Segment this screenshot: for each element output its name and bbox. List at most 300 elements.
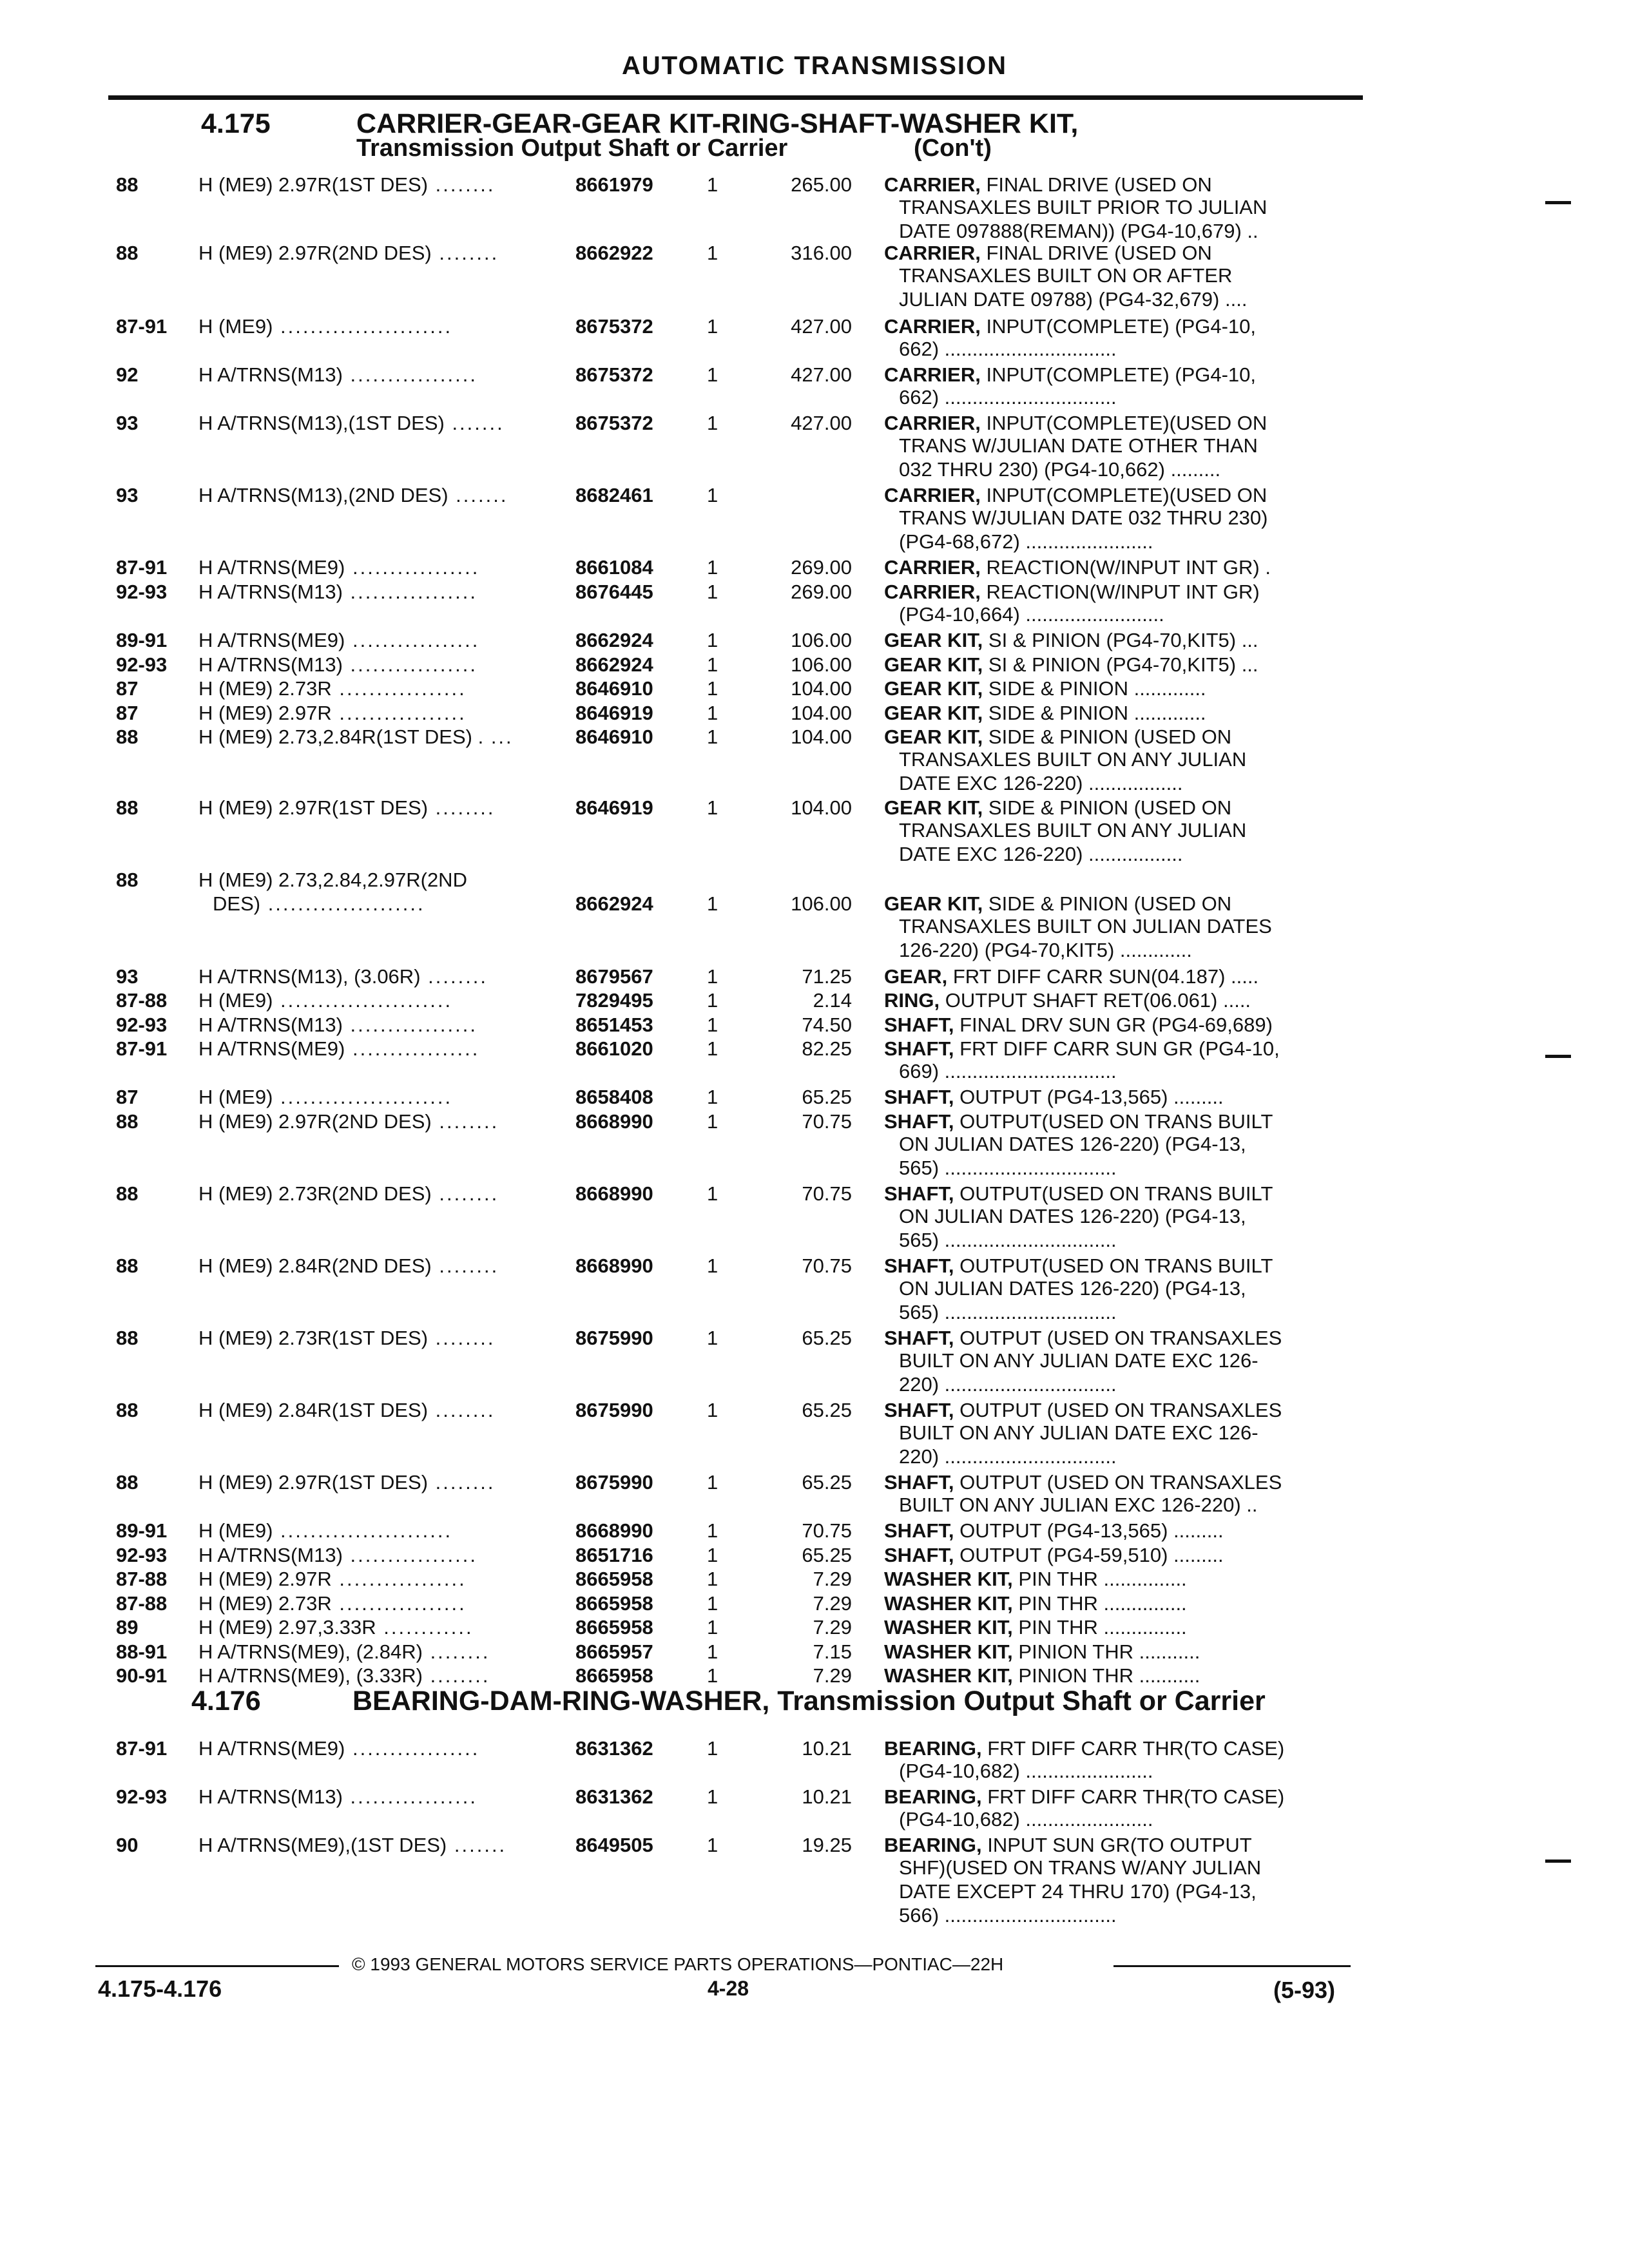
model-text: H A/TRNS(ME9): [198, 556, 345, 579]
model-text: H A/TRNS(ME9), (3.33R): [198, 1664, 423, 1687]
description: [884, 555, 1271, 579]
description-continued: ON JULIAN DATES 126-220) (PG4-13,: [899, 1205, 1246, 1227]
footer-copyright: © 1993 GENERAL MOTORS SERVICE PARTS OPERATIONS—PONTIAC—22H: [352, 1954, 1004, 1974]
description: [884, 1591, 1187, 1615]
leader-dots: ........: [431, 1182, 499, 1205]
quantity: 1: [707, 1327, 718, 1349]
model-text: H A/TRNS(ME9): [198, 629, 345, 651]
model-text: DES): [213, 892, 261, 915]
leader-dots: .................: [345, 629, 480, 651]
description-text: OUTPUT (PG4-13,565) .........: [959, 1086, 1224, 1108]
description-name: WASHER KIT,: [884, 1616, 1013, 1639]
description-continued: BUILT ON ANY JULIAN EXC 126-220) ..: [899, 1494, 1258, 1516]
model-text: H (ME9) 2.73R: [198, 677, 332, 700]
leader-dots: .................: [342, 1544, 477, 1566]
model-cell: [198, 628, 479, 652]
quantity: 1: [707, 1834, 718, 1856]
description-continued: ON JULIAN DATES 126-220) (PG4-13,: [899, 1277, 1246, 1300]
model-cell: [198, 1736, 479, 1760]
description-name: CARRIER,: [884, 315, 981, 338]
description-continued: BUILT ON ANY JULIAN DATE EXC 126-: [899, 1421, 1258, 1444]
model-cell: [198, 363, 477, 387]
year-cell: 87-91: [116, 556, 168, 579]
model-cell: [198, 701, 467, 725]
leader-dots: ........: [431, 242, 499, 264]
quantity: 1: [707, 1086, 718, 1108]
description: [884, 965, 1258, 988]
leader-dots: .................: [331, 1568, 467, 1590]
leader-dots: .......................: [273, 1519, 453, 1542]
quantity: 1: [707, 173, 718, 196]
part-number: 8646919: [575, 702, 653, 724]
part-number: 8668990: [575, 1182, 653, 1205]
description-text: SIDE & PINION .............: [988, 677, 1206, 700]
year-cell: 87-88: [116, 1592, 168, 1615]
description: [884, 725, 1231, 749]
quantity: 1: [707, 556, 718, 579]
description-continued: TRANS W/JULIAN DATE OTHER THAN: [899, 434, 1258, 457]
quantity: 1: [707, 1519, 718, 1542]
price: 71.25: [802, 965, 852, 988]
part-number: 8661979: [575, 173, 653, 196]
leader-dots: ........: [428, 1327, 496, 1349]
quantity: 1: [707, 726, 718, 748]
part-number: 8665958: [575, 1592, 653, 1615]
price: 106.00: [791, 629, 852, 651]
description: [884, 653, 1258, 677]
year-cell: 87-91: [116, 1037, 168, 1060]
part-number: 8651716: [575, 1544, 653, 1566]
model-text: H A/TRNS(ME9): [198, 1037, 345, 1060]
description-name: SHAFT,: [884, 1519, 954, 1542]
price: 104.00: [791, 677, 852, 700]
description-text: SIDE & PINION (USED ON: [988, 726, 1232, 748]
model-text: H A/TRNS(ME9): [198, 1737, 345, 1760]
leader-dots: .................: [342, 581, 477, 603]
description-text: FRT DIFF CARR THR(TO CASE): [987, 1785, 1285, 1808]
description: [884, 677, 1206, 700]
description-name: BEARING,: [884, 1737, 982, 1760]
section-number: 4.176: [191, 1686, 261, 1716]
leader-dots: .......................: [273, 989, 453, 1012]
model-cell: [198, 1543, 477, 1567]
part-number: 8675372: [575, 315, 653, 338]
description-name: CARRIER,: [884, 242, 981, 264]
quantity: 1: [707, 1737, 718, 1760]
price: 2.14: [813, 989, 852, 1012]
part-number: 8668990: [575, 1254, 653, 1277]
model-cell: [198, 1664, 490, 1687]
description-text: PIN THR ...............: [1018, 1616, 1187, 1639]
description: [884, 1470, 1282, 1494]
description-continued: (PG4-10,682) .......................: [899, 1808, 1153, 1831]
description-name: SHAFT,: [884, 1037, 954, 1060]
price: 104.00: [791, 726, 852, 748]
part-number: 8665958: [575, 1568, 653, 1590]
leader-dots: ...: [483, 726, 514, 748]
model-cell: [198, 1110, 499, 1133]
quantity: 1: [707, 677, 718, 700]
description-continued: 565) ...............................: [899, 1229, 1117, 1251]
header-rule: [108, 95, 1363, 100]
description: [884, 892, 1231, 916]
section-title: BEARING-DAM-RING-WASHER, Transmission Output Shaft or Carrier: [352, 1686, 1266, 1716]
model-text: H (ME9) 2.73,2.84,2.97R(2ND: [198, 869, 467, 891]
description-name: GEAR KIT,: [884, 796, 983, 819]
description-continued: 566) ...............................: [899, 1904, 1117, 1927]
year-cell: 87: [116, 677, 139, 700]
quantity: 1: [707, 1254, 718, 1277]
description-continued: 662) ...............................: [899, 338, 1117, 360]
quantity: 1: [707, 581, 718, 603]
description: [884, 1785, 1284, 1809]
part-number: 8646910: [575, 677, 653, 700]
year-cell: 87-88: [116, 989, 168, 1012]
model-text: H (ME9) 2.73R(1ST DES): [198, 1327, 429, 1349]
leader-dots: .................: [331, 1592, 467, 1615]
description-name: GEAR KIT,: [884, 726, 983, 748]
description-continued: 669) ...............................: [899, 1060, 1117, 1082]
model-cell: [198, 1785, 477, 1809]
quantity: 1: [707, 484, 718, 506]
description-text: PINION THR ...........: [1018, 1664, 1200, 1687]
description-name: CARRIER,: [884, 173, 981, 196]
description-name: SHAFT,: [884, 1254, 954, 1277]
description-name: CARRIER,: [884, 581, 981, 603]
model-text: H (ME9): [198, 1086, 273, 1108]
margin-mark: [1545, 1055, 1571, 1058]
year-cell: 92-93: [116, 1544, 168, 1566]
quantity: 1: [707, 412, 718, 434]
model-cell: [198, 653, 477, 677]
model-text: H (ME9) 2.97,3.33R: [198, 1616, 376, 1639]
leader-dots: .................: [342, 363, 477, 386]
quantity: 1: [707, 1616, 718, 1639]
description: [884, 1085, 1224, 1109]
year-cell: 88-91: [116, 1640, 168, 1663]
quantity: 1: [707, 1014, 718, 1036]
margin-mark: [1545, 1860, 1571, 1863]
model-cell: [198, 1182, 499, 1206]
leader-dots: .................: [345, 1037, 480, 1060]
part-number: 8676445: [575, 581, 653, 603]
description-name: GEAR KIT,: [884, 629, 983, 651]
price: 65.25: [802, 1399, 852, 1421]
description-name: GEAR,: [884, 965, 948, 988]
price: 104.00: [791, 702, 852, 724]
description: [884, 1519, 1224, 1542]
leader-dots: ............: [376, 1616, 474, 1639]
model-cell: [198, 1037, 479, 1061]
quantity: 1: [707, 315, 718, 338]
leader-dots: .................: [331, 702, 467, 724]
description-text: FINAL DRIVE (USED ON: [986, 242, 1212, 264]
description-continued: 220) ...............................: [899, 1445, 1117, 1468]
description-name: CARRIER,: [884, 556, 981, 579]
year-cell: 88: [116, 869, 139, 891]
description-continued: ON JULIAN DATES 126-220) (PG4-13,: [899, 1133, 1246, 1155]
part-number: 8662924: [575, 653, 653, 676]
year-cell: 89-91: [116, 1519, 168, 1542]
part-number: 8675372: [575, 412, 653, 434]
description-name: SHAFT,: [884, 1182, 954, 1205]
description-name: GEAR KIT,: [884, 677, 983, 700]
year-cell: 88: [116, 1110, 139, 1133]
leader-dots: .................: [345, 556, 480, 579]
price: 70.75: [802, 1254, 852, 1277]
part-number: 8675990: [575, 1327, 653, 1349]
model-text: H (ME9) 2.84R(2ND DES): [198, 1254, 432, 1277]
description-continued: TRANSAXLES BUILT ON ANY JULIAN: [899, 748, 1247, 771]
model-text: H A/TRNS(M13): [198, 1785, 343, 1808]
description-text: OUTPUT (USED ON TRANSAXLES: [959, 1327, 1282, 1349]
description: [884, 1326, 1282, 1350]
description-text: REACTION(W/INPUT INT GR) .: [986, 556, 1271, 579]
section-title: CARRIER-GEAR-GEAR KIT-RING-SHAFT-WASHER KIT,: [356, 108, 1079, 139]
model-cell: [198, 1615, 474, 1639]
model-cell: [198, 1254, 499, 1278]
leader-dots: ........: [428, 1471, 496, 1494]
description-text: OUTPUT(USED ON TRANS BUILT: [959, 1254, 1273, 1277]
leader-dots: ........: [431, 1254, 499, 1277]
model-text: H (ME9) 2.97R: [198, 1568, 332, 1590]
description-continued: DATE 097888(REMAN)) (PG4-10,679) ..: [899, 220, 1258, 242]
year-cell: 89-91: [116, 629, 168, 651]
model-text: H (ME9) 2.73R: [198, 1592, 332, 1615]
description-text: OUTPUT (USED ON TRANSAXLES: [959, 1399, 1282, 1421]
year-cell: 88: [116, 796, 139, 819]
year-cell: 88: [116, 726, 139, 748]
description-continued: TRANSAXLES BUILT ON ANY JULIAN: [899, 819, 1247, 841]
leader-dots: .................: [342, 653, 477, 676]
model-cell: [198, 1567, 467, 1591]
description-text: FRT DIFF CARR THR(TO CASE): [987, 1737, 1285, 1760]
description-continued: 126-220) (PG4-70,KIT5) .............: [899, 939, 1192, 961]
description-text: INPUT(COMPLETE) (PG4-10,: [986, 363, 1257, 386]
description: [884, 988, 1251, 1012]
quantity: 1: [707, 363, 718, 386]
model-text: H (ME9) 2.97R: [198, 702, 332, 724]
part-number: 8651453: [575, 1014, 653, 1036]
model-cell: [198, 1591, 467, 1615]
description-text: INPUT(COMPLETE) (PG4-10,: [986, 315, 1257, 338]
part-number: 8646910: [575, 726, 653, 748]
year-cell: 88: [116, 1399, 139, 1421]
year-cell: 93: [116, 412, 139, 434]
part-number: 8631362: [575, 1785, 653, 1808]
description: [884, 1833, 1252, 1857]
leader-dots: ........: [422, 1664, 490, 1687]
model-cell: [198, 988, 452, 1012]
description-text: FINAL DRIVE (USED ON: [986, 173, 1212, 196]
price: 65.25: [802, 1086, 852, 1108]
quantity: 1: [707, 796, 718, 819]
year-cell: 90: [116, 1834, 139, 1856]
description-text: INPUT(COMPLETE)(USED ON: [986, 484, 1268, 506]
part-number: 8682461: [575, 484, 653, 506]
description-name: GEAR KIT,: [884, 702, 983, 724]
quantity: 1: [707, 989, 718, 1012]
description-text: PINION THR ...........: [1018, 1640, 1200, 1663]
model-text: H A/TRNS(ME9), (2.84R): [198, 1640, 423, 1663]
description-continued: 565) ...............................: [899, 1301, 1117, 1323]
year-cell: 92-93: [116, 581, 168, 603]
margin-mark: [1545, 201, 1571, 204]
model-cell: [198, 725, 514, 749]
price: 65.25: [802, 1471, 852, 1494]
model-text: H (ME9) 2.97R(1ST DES): [198, 1471, 429, 1494]
price: 7.29: [813, 1616, 852, 1639]
model-text: H (ME9) 2.97R(2ND DES): [198, 242, 432, 264]
price: 269.00: [791, 581, 852, 603]
part-number: 8665958: [575, 1616, 653, 1639]
quantity: 1: [707, 1592, 718, 1615]
model-cell: [198, 241, 499, 265]
description-text: PIN THR ...............: [1018, 1592, 1187, 1615]
description-continued: DATE EXC 126-220) .................: [899, 772, 1183, 794]
model-text: H A/TRNS(M13): [198, 1544, 343, 1566]
quantity: 1: [707, 1785, 718, 1808]
model-text: H (ME9) 2.97R(1ST DES): [198, 173, 429, 196]
model-text: H A/TRNS(M13): [198, 581, 343, 603]
description-name: GEAR KIT,: [884, 653, 983, 676]
model-cell: [198, 173, 496, 197]
model-text: H (ME9): [198, 989, 273, 1012]
description-name: WASHER KIT,: [884, 1592, 1013, 1615]
description-text: SIDE & PINION (USED ON: [988, 892, 1232, 915]
model-cell: [198, 411, 505, 435]
description: [884, 1254, 1273, 1278]
description: [884, 580, 1260, 604]
description-continued: 565) ...............................: [899, 1157, 1117, 1179]
price: 82.25: [802, 1037, 852, 1060]
footer-rule-left: [95, 1965, 339, 1967]
price: 427.00: [791, 315, 852, 338]
footer-date: (5-93): [1273, 1977, 1336, 2003]
model-text: H (ME9): [198, 1519, 273, 1542]
price: 7.15: [813, 1640, 852, 1663]
leader-dots: .................: [342, 1785, 477, 1808]
section-subtitle: Transmission Output Shaft or Carrier: [356, 135, 788, 162]
quantity: 1: [707, 1544, 718, 1566]
description: [884, 1110, 1273, 1133]
description: [884, 1037, 1280, 1061]
description-continued: TRANSAXLES BUILT ON OR AFTER: [899, 264, 1233, 287]
year-cell: 88: [116, 1182, 139, 1205]
model-text: H A/TRNS(M13),(2ND DES): [198, 484, 448, 506]
year-cell: 88: [116, 1471, 139, 1494]
description-name: SHAFT,: [884, 1471, 954, 1494]
description: [884, 1182, 1273, 1206]
leader-dots: .......: [448, 484, 508, 506]
model-cell: [198, 1013, 477, 1037]
description-name: BEARING,: [884, 1834, 982, 1856]
description-text: REACTION(W/INPUT INT GR): [986, 581, 1260, 603]
description: [884, 363, 1256, 387]
description-name: SHAFT,: [884, 1110, 954, 1133]
price: 104.00: [791, 796, 852, 819]
description-continued: (PG4-10,682) .......................: [899, 1760, 1153, 1782]
model-text: H (ME9) 2.84R(1ST DES): [198, 1399, 429, 1421]
part-number: 8662924: [575, 629, 653, 651]
price: 10.21: [802, 1785, 852, 1808]
year-cell: 87: [116, 1086, 139, 1108]
section-continued: (Con't): [914, 135, 992, 162]
model-text: H A/TRNS(M13),(1ST DES): [198, 412, 445, 434]
part-number: 8661020: [575, 1037, 653, 1060]
description-name: SHAFT,: [884, 1399, 954, 1421]
leader-dots: ........: [420, 965, 488, 988]
price: 65.25: [802, 1327, 852, 1349]
price: 70.75: [802, 1110, 852, 1133]
price: 65.25: [802, 1544, 852, 1566]
description-name: SHAFT,: [884, 1544, 954, 1566]
year-cell: 89: [116, 1616, 139, 1639]
model-text: H (ME9) 2.73R(2ND DES): [198, 1182, 432, 1205]
description-continued: SHF)(USED ON TRANS W/ANY JULIAN: [899, 1856, 1262, 1879]
description-text: SIDE & PINION (USED ON: [988, 796, 1232, 819]
model-cell: [198, 868, 467, 892]
description: [884, 1664, 1200, 1687]
year-cell: 87-91: [116, 315, 168, 338]
quantity: 1: [707, 1568, 718, 1590]
description-name: CARRIER,: [884, 363, 981, 386]
quantity: 1: [707, 1471, 718, 1494]
description-text: PIN THR ...............: [1018, 1568, 1187, 1590]
description-text: FRT DIFF CARR SUN GR (PG4-10,: [959, 1037, 1280, 1060]
leader-dots: .......: [447, 1834, 507, 1856]
price: 427.00: [791, 363, 852, 386]
quantity: 1: [707, 1664, 718, 1687]
description: [884, 796, 1231, 820]
price: 106.00: [791, 892, 852, 915]
description-text: SI & PINION (PG4-70,KIT5) ...: [988, 629, 1258, 651]
description-name: SHAFT,: [884, 1086, 954, 1108]
year-cell: 90-91: [116, 1664, 168, 1687]
description: [884, 1567, 1187, 1591]
description-text: SI & PINION (PG4-70,KIT5) ...: [988, 653, 1258, 676]
description-text: SIDE & PINION .............: [988, 702, 1206, 724]
description-name: RING,: [884, 989, 940, 1012]
description-name: CARRIER,: [884, 412, 981, 434]
price: 74.50: [802, 1014, 852, 1036]
part-number: 8675372: [575, 363, 653, 386]
year-cell: 87: [116, 702, 139, 724]
model-cell: [198, 1833, 506, 1857]
model-cell: [198, 965, 488, 988]
year-cell: 92-93: [116, 1785, 168, 1808]
description-continued: TRANSAXLES BUILT PRIOR TO JULIAN: [899, 196, 1268, 218]
description: [884, 483, 1267, 507]
description: [884, 241, 1212, 265]
price: 106.00: [791, 653, 852, 676]
quantity: 1: [707, 1037, 718, 1060]
model-text: H (ME9) 2.97R(1ST DES): [198, 796, 429, 819]
model-text: H (ME9): [198, 315, 273, 338]
description-text: OUTPUT (PG4-59,510) .........: [959, 1544, 1224, 1566]
price: 7.29: [813, 1664, 852, 1687]
description-continued: JULIAN DATE 09788) (PG4-32,679) ....: [899, 288, 1248, 311]
part-number: 8649505: [575, 1834, 653, 1856]
year-cell: 88: [116, 1254, 139, 1277]
model-cell: [198, 580, 477, 604]
model-cell: [198, 1326, 496, 1350]
price: 265.00: [791, 173, 852, 196]
quantity: 1: [707, 1640, 718, 1663]
quantity: 1: [707, 242, 718, 264]
description-name: GEAR KIT,: [884, 892, 983, 915]
part-number: 8679567: [575, 965, 653, 988]
